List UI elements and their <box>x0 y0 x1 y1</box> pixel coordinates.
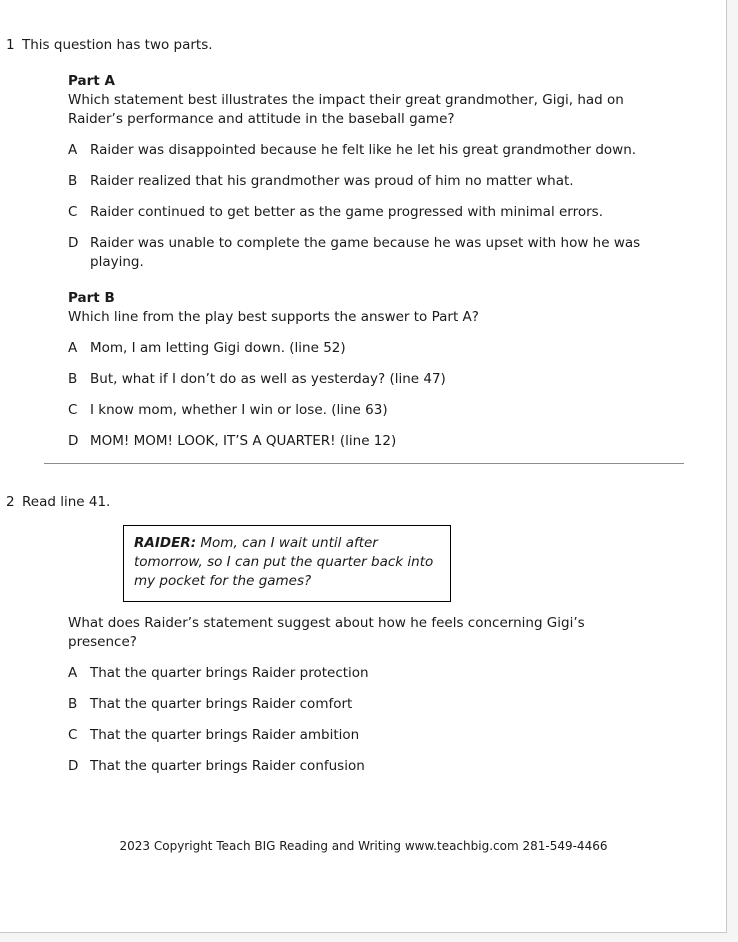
question-1-stem-row <box>0 36 727 55</box>
option-row[interactable] <box>68 203 695 222</box>
option-text: Raider continued to get better as the game progressed with minimal errors. <box>90 204 603 220</box>
part-a-prompt: Which statement best illustrates the impact their great grandmother, Gigi, had on Raider’s performance and attitude in the baseball game? <box>68 92 624 127</box>
option-row[interactable] <box>68 370 695 389</box>
option-text: That the quarter brings Raider comfort <box>90 696 353 712</box>
question-2-stem-row <box>0 493 727 512</box>
part-a-options <box>68 141 695 272</box>
option-text: I know mom, whether I win or lose. (line 63) <box>90 402 388 418</box>
option-letter: D <box>68 758 79 774</box>
option-letter: D <box>68 433 79 449</box>
option-row[interactable] <box>68 432 695 451</box>
option-letter: B <box>68 173 78 189</box>
option-text: Raider realized that his grandmother was proud of him no matter what. <box>90 173 574 189</box>
question-2 <box>0 493 727 776</box>
option-text: That the quarter brings Raider ambition <box>90 727 360 743</box>
question-1-stem: This question has two parts. <box>22 37 213 53</box>
question-2-options <box>68 664 695 776</box>
option-row[interactable] <box>68 695 695 714</box>
option-letter: C <box>68 727 78 743</box>
option-row[interactable] <box>68 141 695 160</box>
option-row[interactable] <box>68 726 695 745</box>
option-text: But, what if I don’t do as well as yesterday? (line 47) <box>90 371 446 387</box>
question-2-stem: Read line 41. <box>22 494 111 510</box>
question-1 <box>0 36 727 451</box>
option-letter: B <box>68 696 78 712</box>
section-divider <box>44 463 684 464</box>
option-row[interactable] <box>68 234 695 272</box>
option-letter: A <box>68 665 78 681</box>
part-a-block <box>68 72 695 272</box>
question-2-prompt: What does Raider’s statement suggest about how he feels concerning Gigi’s presence? <box>68 615 585 650</box>
excerpt-speaker-label: RAIDER: <box>134 535 197 551</box>
question-1-number: 1 <box>6 37 15 53</box>
option-letter: C <box>68 204 78 220</box>
option-row[interactable] <box>68 172 695 191</box>
option-row[interactable] <box>68 339 695 358</box>
option-text: MOM! MOM! LOOK, IT’S A QUARTER! (line 12) <box>90 433 397 449</box>
option-letter: C <box>68 402 78 418</box>
question-1-body <box>68 72 727 451</box>
question-2-number: 2 <box>6 494 15 510</box>
question-2-body <box>68 614 727 776</box>
option-text: Mom, I am letting Gigi down. (line 52) <box>90 340 346 356</box>
part-b-prompt: Which line from the play best supports the answer to Part A? <box>68 309 479 325</box>
option-letter: A <box>68 340 78 356</box>
option-row[interactable] <box>68 664 695 683</box>
option-row[interactable] <box>68 401 695 420</box>
part-b-block <box>68 289 695 451</box>
option-text: Raider was disappointed because he felt like he let his great grandmother down. <box>90 142 637 158</box>
excerpt-text: Mom, can I wait until after tomorrow, so I can put the quarter back into my pocket for the games? <box>134 535 434 589</box>
part-b-heading: Part B <box>68 290 115 306</box>
option-row[interactable] <box>68 757 695 776</box>
option-text: That the quarter brings Raider protection <box>90 665 369 681</box>
option-letter: D <box>68 235 79 251</box>
part-a-heading: Part A <box>68 73 115 89</box>
option-letter: A <box>68 142 78 158</box>
option-text: Raider was unable to complete the game because he was upset with how he was playing. <box>90 235 641 270</box>
option-text: That the quarter brings Raider confusion <box>90 758 365 774</box>
part-b-options <box>68 339 695 451</box>
excerpt-box <box>123 525 451 602</box>
option-letter: B <box>68 371 78 387</box>
footer-copyright: 2023 Copyright Teach BIG Reading and Writing www.teachbig.com 281-549-4466 <box>119 839 608 853</box>
